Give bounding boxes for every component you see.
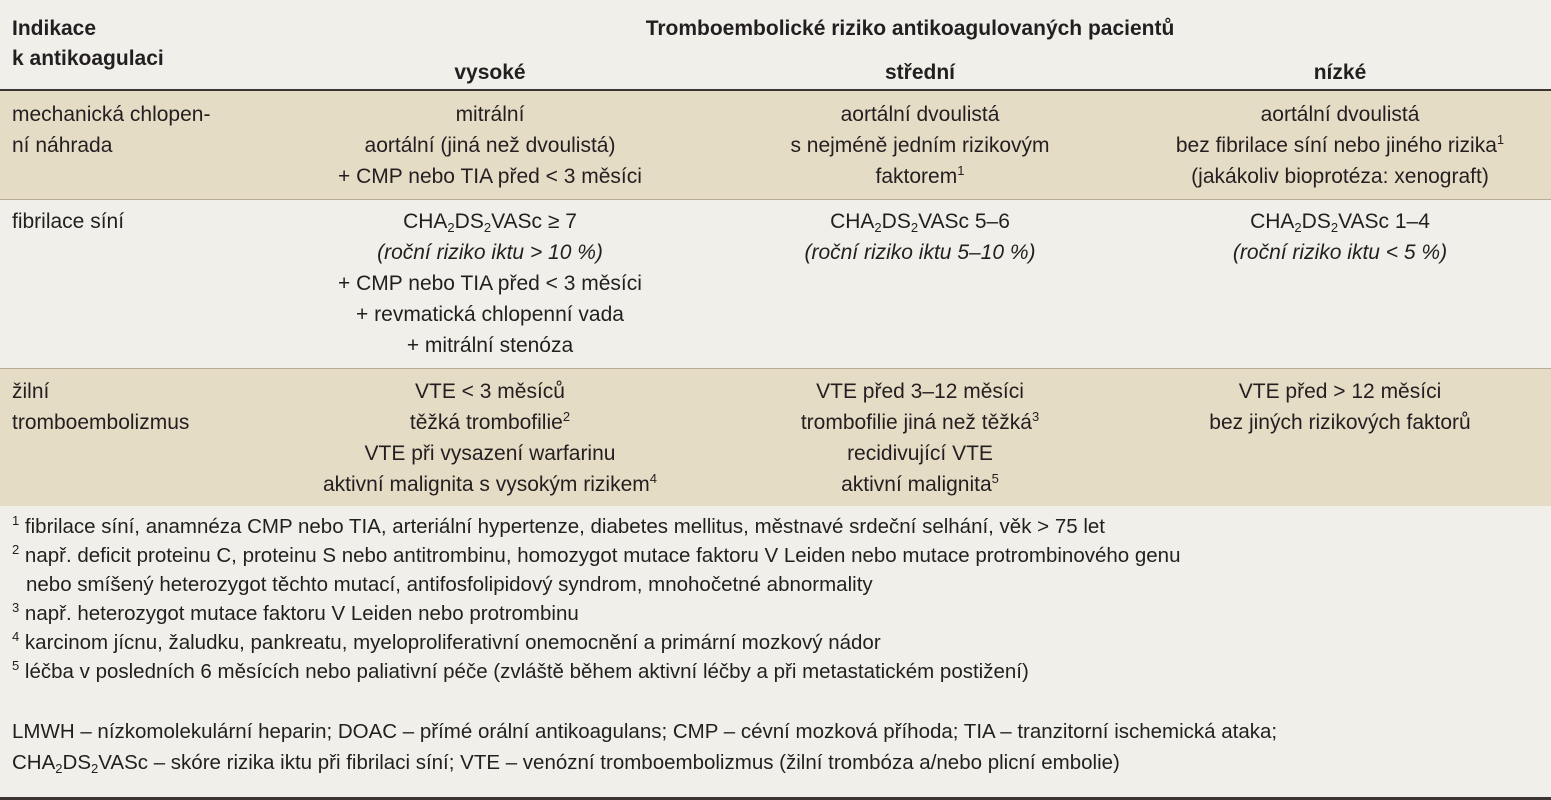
score-text: CHA — [403, 210, 448, 233]
column-header-medium: střední — [884, 61, 955, 84]
high-risk-cell — [290, 206, 690, 361]
abbr-text: DS — [62, 751, 92, 774]
high-risk-line: + CMP nebo TIA před < 3 měsíci — [338, 165, 642, 188]
footnote-3 — [12, 599, 1542, 628]
high-risk-line: + mitrální stenóza — [406, 334, 574, 357]
abbreviations — [12, 716, 1542, 778]
footnote-text: fibrilace síní, anamnéza CMP nebo TIA, arteriální hypertenze, diabetes mellitus, městnavé srdeční selhání, věk > 75 let — [19, 515, 1105, 538]
score-text: DS — [1301, 210, 1331, 233]
footnote-text: léčba v posledních 6 měsících nebo paliativní péče (zvláště během aktivní léčby a při metastatickém postižení) — [19, 660, 1029, 683]
indication-line: tromboembolizmus — [12, 411, 190, 434]
medium-risk-cell — [710, 206, 1130, 268]
score-line — [710, 206, 1130, 237]
high-risk-line: VTE < 3 měsíců — [415, 380, 565, 403]
indication-header-line-1: Indikace — [12, 17, 97, 40]
abbr-text: VASc – skóre rizika iktu při fibrilaci síní; VTE – venózní tromboembolizmus (žilní trombóza a/nebo plicní embolie) — [98, 751, 1120, 774]
footnote-ref: 4 — [649, 471, 657, 486]
score-text: VASc ≥ 7 — [491, 210, 577, 233]
footnotes — [12, 512, 1542, 686]
score-sub: 2 — [874, 220, 882, 235]
medium-risk-text: trombofilie jiná než těžká — [800, 411, 1032, 434]
score-line — [1130, 206, 1550, 237]
medium-risk-line — [710, 469, 1130, 500]
abbr-sub: 2 — [55, 761, 63, 776]
footnote-ref: 1 — [957, 163, 965, 178]
footnote-text: karcinom jícnu, žaludku, pankreatu, myeloproliferativní onemocnění a primární mozkový nádor — [19, 631, 881, 654]
annual-risk-note: (roční riziko iktu > 10 %) — [377, 241, 603, 264]
footnote-ref: 5 — [991, 471, 999, 486]
footnote-text: např. deficit proteinu C, proteinu S nebo antitrombinu, homozygot mutace faktoru V Leiden nebo mutace protrombinového genu — [19, 544, 1181, 567]
abbreviations-line-1: LMWH – nízkomolekulární heparin; DOAC – přímé orální antikoagulans; CMP – cévní mozková příhoda; TIA – tranzitorní ischemická ataka; — [12, 720, 1278, 743]
footnote-text: např. heterozygot mutace faktoru V Leiden nebo protrombinu — [19, 602, 579, 625]
footnote-4 — [12, 628, 1542, 657]
score-sub: 2 — [910, 220, 919, 235]
table-row-venous-thromboembolism — [0, 369, 1551, 506]
score-text: DS — [454, 210, 484, 233]
medium-risk-line: s nejméně jedním rizikovým — [790, 134, 1050, 157]
column-header-low: nízké — [1313, 61, 1367, 84]
footnote-continuation: nebo smíšený heterozygot těchto mutací, antifosfolipidový syndrom, mnohočetné abnormality — [26, 573, 873, 596]
score-sub: 2 — [1330, 220, 1339, 235]
score-text: CHA — [1250, 210, 1295, 233]
indication-line: mechanická chlopen- — [12, 103, 211, 126]
low-risk-line: VTE před > 12 měsíci — [1238, 380, 1442, 403]
high-risk-text: těžká trombofilie — [409, 411, 563, 434]
medium-risk-text: faktorem — [875, 165, 958, 188]
low-risk-line: (jakákoliv bioprotéza: xenograft) — [1191, 165, 1489, 188]
medium-risk-line: recidivující VTE — [847, 442, 993, 465]
footnote-2 — [12, 541, 1542, 599]
score-sub: 2 — [483, 220, 492, 235]
low-risk-cell — [1130, 206, 1550, 268]
footnote-mark: 1 — [12, 513, 20, 528]
indication-line: fibrilace síní — [12, 210, 125, 233]
score-text: DS — [881, 210, 911, 233]
low-risk-line: bez jiných rizikových faktorů — [1209, 411, 1471, 434]
medium-risk-line — [710, 161, 1130, 192]
high-risk-line: + revmatická chlopenní vada — [356, 303, 624, 326]
high-risk-line: VTE při vysazení warfarinu — [364, 442, 616, 465]
abbr-text: CHA — [12, 751, 56, 774]
medium-risk-line — [710, 407, 1130, 438]
risk-group-title: Tromboembolické riziko antikoagulovaných pacientů — [645, 17, 1175, 40]
footnote-mark: 4 — [12, 629, 20, 644]
high-risk-line: + CMP nebo TIA před < 3 měsíci — [338, 272, 642, 295]
footnote-ref: 1 — [1496, 132, 1505, 147]
medium-risk-line: VTE před 3–12 měsíci — [816, 380, 1024, 403]
low-risk-line: aortální dvoulistá — [1260, 103, 1420, 126]
high-risk-line — [290, 407, 690, 438]
low-risk-text: bez fibrilace síní nebo jiného rizika — [1175, 134, 1497, 157]
footnote-mark: 5 — [12, 658, 20, 673]
score-text: VASc 1–4 — [1338, 210, 1430, 233]
indication-cell — [12, 206, 292, 237]
footnote-5 — [12, 657, 1542, 686]
footnote-1 — [12, 512, 1542, 541]
high-risk-cell — [290, 376, 690, 500]
footnote-mark: 3 — [12, 600, 20, 615]
score-sub: 2 — [1294, 220, 1302, 235]
high-risk-line — [290, 469, 690, 500]
medium-risk-cell — [710, 376, 1130, 500]
abbreviations-line-2 — [12, 747, 1542, 778]
score-text: CHA — [830, 210, 875, 233]
indication-line: žilní — [12, 380, 50, 403]
annual-risk-note: (roční riziko iktu 5–10 %) — [804, 241, 1036, 264]
medium-risk-text: aktivní malignita — [841, 473, 992, 496]
column-header-high: vysoké — [454, 61, 526, 84]
high-risk-text: aktivní malignita s vysokým rizikem — [323, 473, 650, 496]
annual-risk-note: (roční riziko iktu < 5 %) — [1232, 241, 1448, 264]
footnote-ref: 2 — [562, 409, 571, 424]
abbr-sub: 2 — [91, 761, 99, 776]
table-row-mechanical-valve — [0, 91, 1551, 199]
low-risk-cell — [1130, 99, 1550, 192]
indication-line: ní náhrada — [12, 134, 113, 157]
table-row-atrial-fibrillation — [0, 200, 1551, 368]
indication-header-line-2: k antikoagulaci — [12, 47, 164, 70]
score-text: VASc 5–6 — [918, 210, 1010, 233]
footnote-ref: 3 — [1031, 409, 1040, 424]
indication-header — [12, 14, 164, 74]
low-risk-line — [1130, 130, 1550, 161]
indication-cell — [12, 99, 292, 161]
score-line — [290, 206, 690, 237]
footnote-mark: 2 — [12, 542, 20, 557]
high-risk-cell — [290, 99, 690, 192]
high-risk-line: aortální (jiná než dvoulistá) — [364, 134, 616, 157]
high-risk-line: mitrální — [455, 103, 525, 126]
low-risk-cell — [1130, 376, 1550, 438]
table-header — [0, 0, 1551, 90]
medium-risk-cell — [710, 99, 1130, 192]
indication-cell — [12, 376, 292, 438]
medium-risk-line: aortální dvoulistá — [840, 103, 1000, 126]
score-sub: 2 — [447, 220, 455, 235]
